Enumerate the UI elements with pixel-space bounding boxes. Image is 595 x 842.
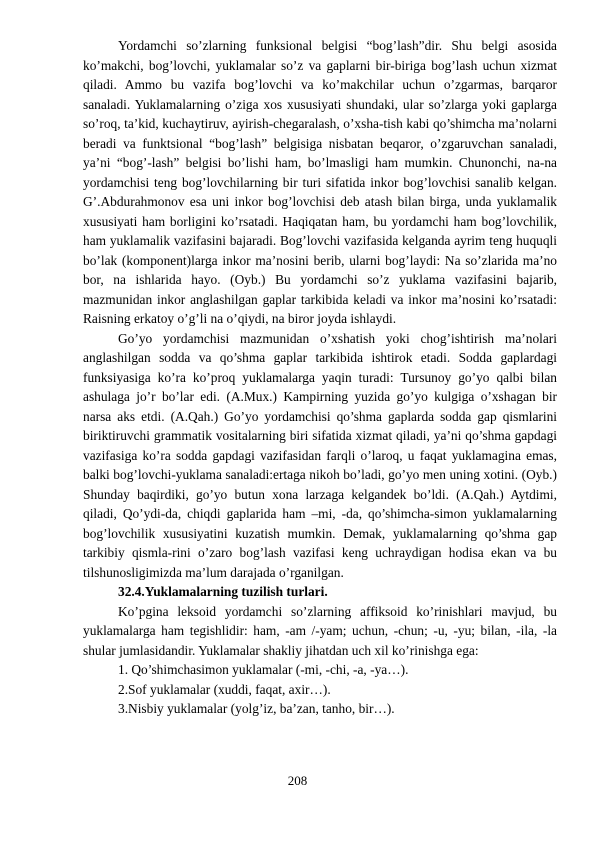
- list-item-1: 1. Qo’shimchasimon yuklamalar (-mi, -chi, -a, -ya…).: [118, 662, 409, 677]
- paragraph-2: Go’yo yordamchisi mazmunidan o’xshatish yoki chog’ishtirish ma’nolari anglashilgan sodda va qo’shma gaplar tarkibida ishtirok etadi. Sodda gaplardagi funksiyasiga ko’ra ko’proq yuklamalarga yaqin turadi: Tursunoy go’yo qalbi bilan ashulaga jo’r bo’lar edi. (A.Mux.) Kampirning yuzida go’yo kulgiga o’xshagan bir narsa aks etdi. (A.Qah.) Go’yo yordamchisi qo’shma gaplarda sodda gap qismlarini biriktiruvchi grammatik vositalarning biri sifatida xizmat qiladi, ya’ni qo’shma gapdagi vazifasiga ko’ra sodda gapdagi vazifasidan farqli o’laroq, u faqat yuklamagina emas, balki bog’lovchi-yuklama sanaladi:ertaga nikoh bo’ladi, go’yo men uning xotini. (Oyb.) Shunday baqirdiki, go’yo butun xona larzaga kelgandek bo’ldi. (A.Qah.) Aytdimi, qiladi, Qo’ydi-da, chiqdi gaplarida ham –mi, -da, qo’shimcha-simon yuklamalarning bog’lovchilik xususiyatini kuzatish mumkin. Demak, yuklamalarning qo’shma gap tarkibiy qismla-rini o’zaro bog’lash vazifasi keng uchraydigan hodisa ekan va bu tilshunosligimizda ma’lum darajada o’rganilgan.: [83, 330, 557, 580]
- paragraph-1: Yordamchi so’zlarning funksional belgisi “bog’lash”dir. Shu belgi asosida ko’makchi, bog’lovchi, yuklamalar so’z va gaplarni bir-biriga bog’lash uchun xizmat qiladi. Ammo bu vazifa bog’lovchi va ko’makchilar uchun o’zgarmas, barqaror sanaladi. Yuklamalarning o’ziga xos xususiyati shundaki, ular so’zlarga yoki gaplarga so’roq, ta’kid, kuchaytiruv, ayirish-chegaralash, o’xsha-tish kabi qo’shimcha ma’nolarni beradi va funktsional “bog’lash” belgisiga nisbatan beqaror, o’zgaruvchan sanaladi, ya’ni “bog’-lash” belgisi bo’lishi ham, bo’lmasligi ham mumkin. Chunonchi, na-na yordamchisi teng bog’lovchilarning bir turi sifatida inkor bog’lovchisi sanalib kelgan. G’.Abdurahmonov esa uni inkor bog’lovchisi deb atash bilan birga, unda yuklamalik xususiyati ham borligini ko’rsatadi. Haqiqatan ham, bu yordamchi ham bog’lovchilik, ham yuklamalik vazifasini bajaradi. Bog’lovchi vazifasida kelganda ayrim teng huquqli bo’lak (komponent)larga inkor ma’nosini berib, ularni bog’laydi: Na so’zlarida ma’no bor, na ishlarida hayo. (Oyb.) Bu yordamchi so’z yuklama vazifasini bajarib, mazmunidan inkor anglashilgan gaplar tarkibida keladi va inkor ma’nosini ko’rsatadi: Raisning erkatoy o’g’li na o’qiydi, na biror joyda ishlaydi.: [83, 38, 557, 326]
- list-item-3: 3.Nisbiy yuklamalar (yolg’iz, ba’zan, tanho, bir…).: [118, 701, 395, 716]
- list-item-2: 2.Sof yuklamalar (xuddi, faqat, axir…).: [118, 681, 331, 697]
- section-heading: 32.4.Yuklamalarning tuzilish turlari.: [118, 584, 328, 599]
- section-paragraph: Ko’pgina leksoid yordamchi so’zlarning affiksoid ko’rinishlari mavjud, bu yuklamalarga ham tegishlidir: ham, -am /-yam; uchun, -chun; -u, -yu; bilan, -ila, -la shular jumlasidandir. Yuklamalar shakliy jihatdan uch xil ko’rinishga ega:: [83, 603, 557, 658]
- page-number: 208: [287, 773, 308, 788]
- page-body: [83, 36, 557, 719]
